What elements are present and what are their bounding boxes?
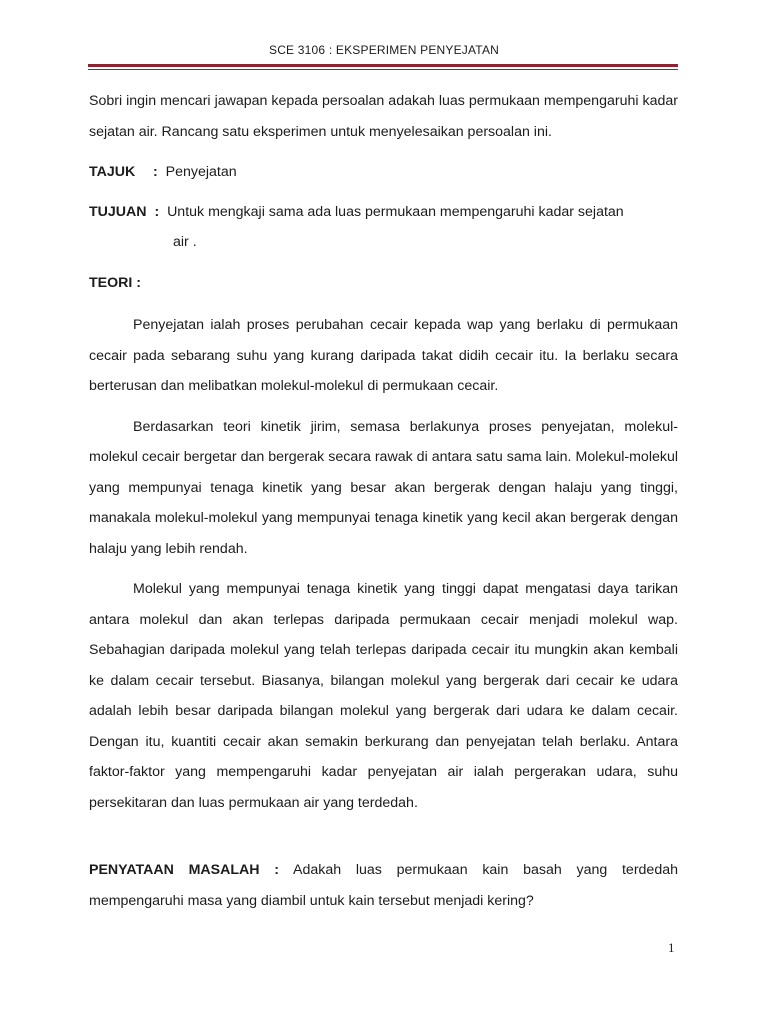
tujuan-label: TUJUAN <box>89 203 147 220</box>
tujuan-line-2: air . <box>173 234 197 250</box>
penyataan-masalah-label: PENYATAAN MASALAH : <box>89 862 280 878</box>
penyataan-masalah <box>89 855 678 916</box>
tajuk-separator: : <box>153 164 158 180</box>
intro-paragraph: Sobri ingin mencari jawapan kepada persoalan adakah luas permukaan mempengaruhi kadar sejatan air. Rancang satu eksperimen untuk menyelesaikan persoalan ini. <box>89 93 678 140</box>
header-rule-thick <box>88 64 678 67</box>
tujuan-text-1: Untuk mengkaji sama ada luas permukaan mempengaruhi kadar sejatan <box>167 203 624 220</box>
teori-paragraph-3: Molekul yang mempunyai tenaga kinetik yang tinggi dapat mengatasi daya tarikan antara molekul dan akan terlepas daripada permukaan cecair menjadi molekul wap. Sebahagian daripada molekul yang telah terlepas daripada cecair itu mungkin akan kembali ke dalam cecair tersebut. Biasanya, bilangan molekul yang bergerak dari cecair ke udara adalah lebih besar daripada bilangan molekul yang bergerak dari udara ke dalam cecair. Dengan itu, kuantiti cecair akan semakin berkurang dan penyejatan telah berlaku. Antara faktor-faktor yang mempengaruhi kadar penyejatan air ialah pergerakan udara, suhu persekitaran dan luas permukaan air yang terdedah. <box>89 581 678 811</box>
running-header: SCE 3106 : EKSPERIMEN PENYEJATAN <box>268 43 500 57</box>
penyataan-masalah-text: Adakah luas permukaan kain basah yang terdedah mempengaruhi masa yang diambil untuk kain tersebut menjadi kering? <box>89 862 678 909</box>
page-number: 1 <box>668 940 675 955</box>
teori-heading: TEORI : <box>89 274 142 291</box>
tujuan-separator: : <box>154 203 160 220</box>
tajuk-line <box>89 157 678 188</box>
tajuk-value: Penyejatan <box>165 164 237 180</box>
header-rule-thin <box>88 69 678 70</box>
teori-paragraph-1: Penyejatan ialah proses perubahan cecair kepada wap yang berlaku di permukaan cecair pada sebarang suhu yang kurang daripada takat didih cecair itu. Ia berlaku secara berterusan dan melibatkan molekul-molekul di permukaan cecair. <box>89 317 678 394</box>
teori-paragraph-2: Berdasarkan teori kinetik jirim, semasa berlakunya proses penyejatan, molekul-molekul cecair bergetar dan bergerak secara rawak di antara satu sama lain. Molekul-molekul yang mempunyai tenaga kinetik yang besar akan bergerak dengan halaju yang tinggi, manakala molekul-molekul yang mempunyai tenaga kinetik yang kecil akan bergerak dengan halaju yang lebih rendah. <box>89 418 678 557</box>
tujuan-line-1 <box>89 197 678 228</box>
document-body <box>89 86 678 916</box>
tajuk-label: TAJUK <box>89 164 136 180</box>
